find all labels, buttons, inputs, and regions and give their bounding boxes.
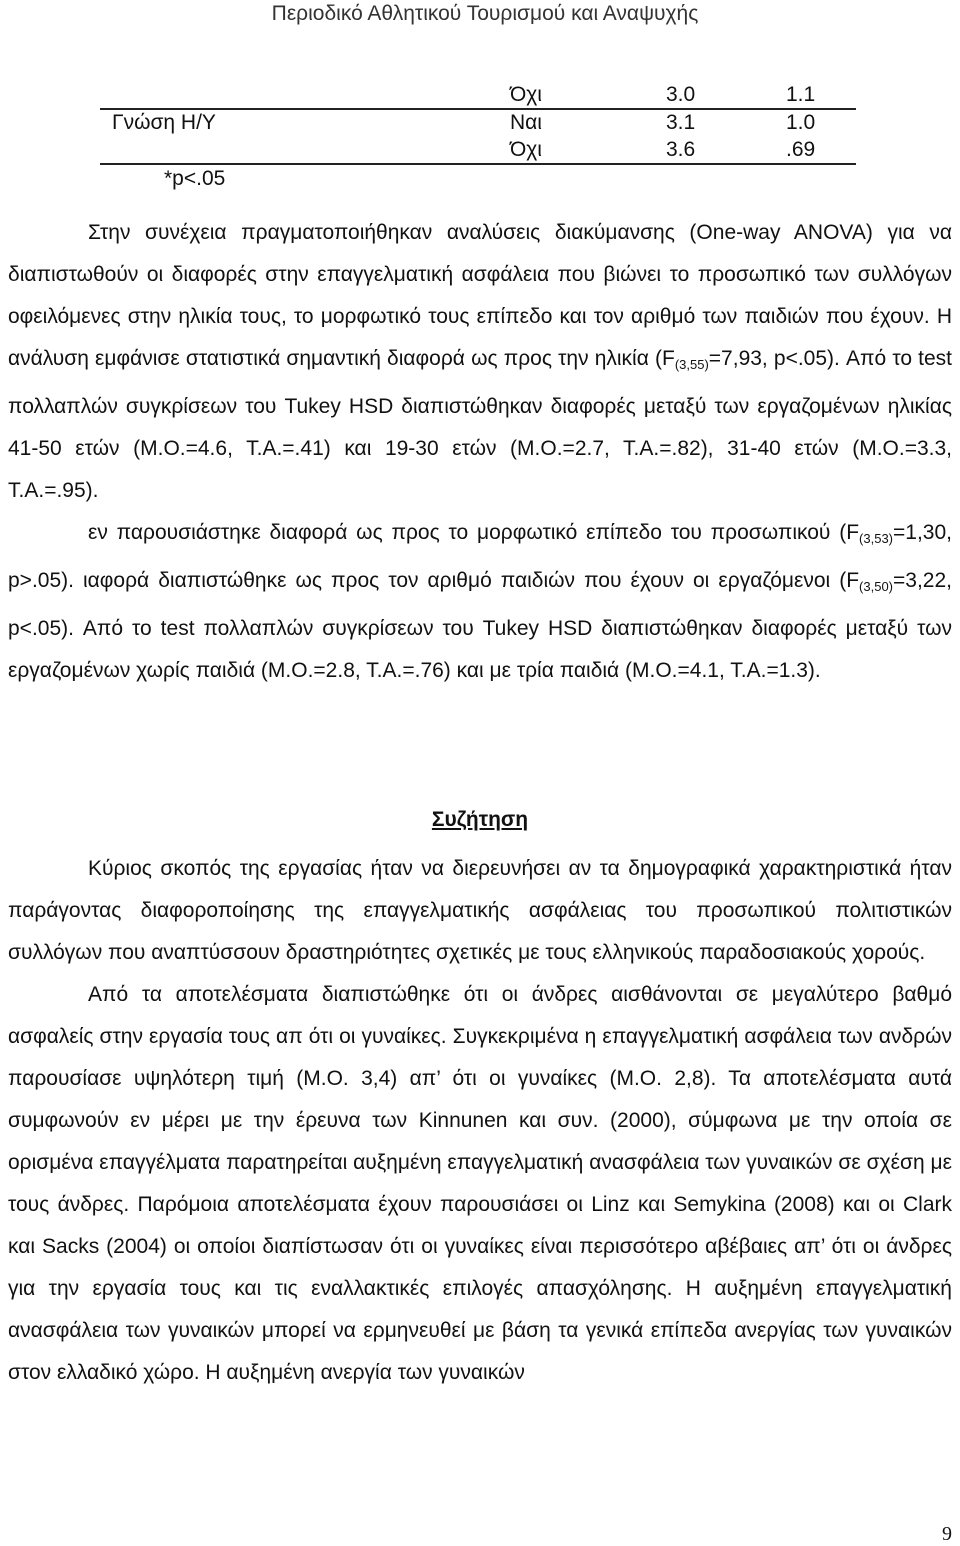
table-cell-sd: 1.0 (786, 111, 816, 134)
discussion-paragraph: Κύριος σκοπός της εργασίας ήταν να διερευνήσει αν τα δημογραφικά χαρακτηριστικά ήταν παράγοντας διαφοροποίησης της επαγγελματικής ασφάλειας του προσωπικού πολιτιστικών συλλόγων που αναπτύσσουν δραστηριότητες σχετικές με τους ελληνικούς παραδοσιακούς χορούς. (8, 857, 952, 964)
table-cell-answer: Ναι (510, 111, 542, 134)
section-heading: Συζήτηση (431, 808, 529, 831)
table-cell-sd: .69 (786, 138, 816, 161)
discussion-paragraph: Από τα αποτελέσματα διαπιστώθηκε ότι οι άνδρες αισθάνονται σε μεγαλύτερο βαθμό ασφαλείς στην εργασία τους απ ότι οι γυναίκες. Συγκεκριμένα η επαγγελματική ασφάλεια των ανδρών παρουσίασε υψηλότερη τιμή (Μ.Ο. 3,4) απ’ ότι οι γυναίκες (Μ.Ο. 2,8). Τα αποτελέσματα αυτά συμφωνούν εν μέρει με την έρευνα των Kinnunen και συν. (2000), σύμφωνα με την οποία σε ορισμένα επαγγέλματα παρατηρείται αυξημένη επαγγελματική ανασφάλεια των γυναικών σε σχέση με τους άνδρες. Παρόμοια αποτελέσματα έχουν παρουσιάσει οι Linz και Semykina (2008) και οι Clark και Sacks (2004) οι οποίοι διαπίστωσαν ότι οι γυναίκες είναι περισσότερο αβέβαιες απ’ ότι οι άνδρες για την εργασία τους και τις εναλλακτικές επιλογές απασχόλησης. Η αυξημένη επαγγελματική ανασφάλεια των γυναικών μπορεί να ερμηνευθεί με βάση τα γενικά επίπεδα ανεργίας των γυναικών στον ελλαδικό χώρο. Η αυξημένη ανεργία των γυναικών (8, 983, 952, 1384)
page-number: 9 (942, 1523, 952, 1545)
table-row-label: Γνώση Η/Υ (112, 111, 216, 134)
results-paragraph: εν παρουσιάστηκε διαφορά ως προς το μορφωτικό επίπεδο του προσωπικού ($F_{(3,53)}=1,30$, p>.05). ιαφορά διαπιστώθηκε ως προς τον αριθμό παιδιών που έχουν οι εργαζόμενοι ($F_{(3,50)}=3,22$, p<.05). Από το test πολλαπλών συγκρίσεων του Tukey HSD διαπιστώθηκαν διαφορές μεταξύ των εργαζομένων χωρίς παιδιά (Μ.Ο.=2.8, Τ.Α.=.76) και με τρία παιδιά (Μ.Ο.=4.1, Τ.Α.=1.3). (8, 521, 952, 682)
table-rule (100, 108, 856, 110)
table-cell-mean: 3.6 (666, 138, 696, 161)
table-cell-mean: 3.0 (666, 83, 696, 106)
discussion-text (8, 848, 952, 1394)
results-paragraph: Στην συνέχεια πραγματοποιήθηκαν αναλύσεις διακύμανσης (One-way ANOVA) για να διαπιστωθούν οι διαφορές στην επαγγελματική ασφάλεια που βιώνει το προσωπικό των συλλόγων οφειλόμενες στην ηλικία τους, το μορφωτικό τους επίπεδο και τον αριθμό των παιδιών που έχουν. Η ανάλυση εμφάνισε στατιστικά σημαντική διαφορά ως προς την ηλικία ($F_{(3,55)}=7,93$, p<.05). Από το test πολλαπλών συγκρίσεων του Tukey HSD διαπιστώθηκαν διαφορές μεταξύ των εργαζομένων ηλικίας 41-50 ετών (Μ.Ο.=4.6, Τ.Α.=.41) και 19-30 ετών (Μ.Ο.=2.7, Τ.Α.=.82), 31-40 ετών (Μ.Ο.=3.3, Τ.Α.=.95). (8, 221, 952, 502)
table-footnote: *p<.05 (164, 167, 226, 190)
results-table-fragment (0, 0, 960, 200)
table-cell-mean: 3.1 (666, 111, 696, 134)
table-cell-answer: Όχι (510, 83, 542, 106)
table-cell-sd: 1.1 (786, 83, 816, 106)
journal-title: Περιοδικό Αθλητικού Τουρισμού και Αναψυχής (271, 2, 699, 25)
table-cell-answer: Όχι (510, 138, 542, 161)
results-text (8, 212, 952, 692)
table-rule (100, 163, 856, 165)
